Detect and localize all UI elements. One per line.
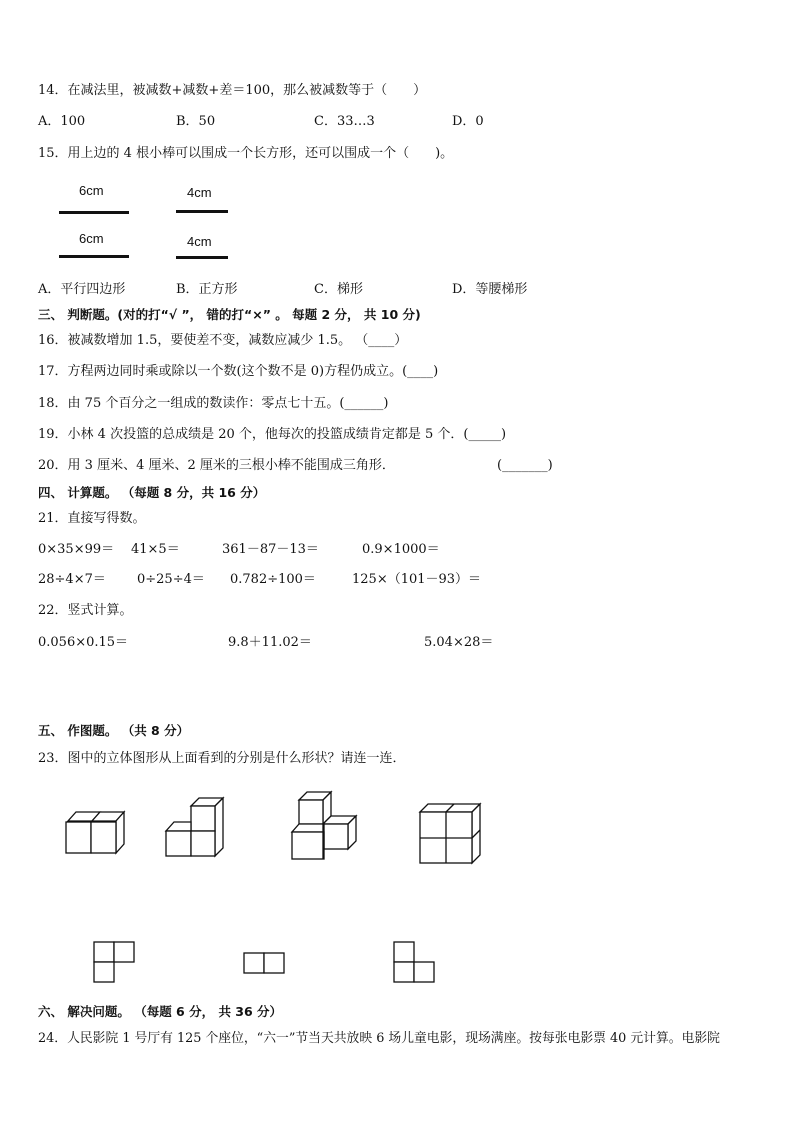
stick-4cm — [176, 256, 228, 259]
calc-item: 361－87－13＝ — [222, 542, 319, 557]
calc-item: 125×（101－93）＝ — [352, 572, 482, 587]
solid-figure-1 — [60, 805, 130, 860]
q15-option-c: C．梯形 — [314, 282, 363, 297]
calc-item: 28÷4×7＝ — [38, 572, 106, 587]
stick-4cm — [176, 210, 228, 213]
question-17: 17．方程两边同时乘或除以一个数(这个数不是 0)方程仍成立。(____) — [38, 364, 439, 379]
stick-label: 6cm — [79, 183, 104, 198]
stick-label: 4cm — [187, 185, 212, 200]
stick-6cm — [59, 211, 129, 214]
vertical-calc-item: 9.8＋11.02＝ — [228, 635, 312, 650]
stick-6cm — [59, 255, 129, 258]
question-23: 23．图中的立体图形从上面看到的分别是什么形状？请连一连． — [38, 751, 406, 766]
calc-item: 0.782÷100＝ — [230, 572, 316, 587]
section-5-title: 五、 作图题。 （共 8 分） — [38, 723, 190, 738]
calc-item: 0.9×1000＝ — [362, 542, 440, 557]
section-4-title: 四、 计算题。 （每题 8 分，共 16 分） — [38, 485, 266, 500]
top-view-1 — [93, 941, 137, 985]
stick-label: 6cm — [79, 231, 104, 246]
stick-label: 4cm — [187, 234, 212, 249]
question-20: 20．用 3 厘米、4 厘米、2 厘米的三根小棒不能围成三角形． — [38, 458, 395, 473]
vertical-calc-item: 0.056×0.15＝ — [38, 635, 129, 650]
q14-option-c: C．33…3 — [314, 114, 375, 129]
q15-option-d: D．等腰梯形 — [452, 282, 528, 297]
question-22: 22．竖式计算。 — [38, 603, 133, 618]
q15-option-b: B．正方形 — [176, 282, 238, 297]
vertical-calc-item: 5.04×28＝ — [424, 635, 494, 650]
question-14: 14．在减法里，被减数+减数+差＝100，那么被减数等于（ ） — [38, 83, 427, 98]
section-3-title: 三、 判断题。(对的打“√ ”， 错的打“×” 。 每题 2 分， 共 10 分) — [38, 307, 421, 322]
calc-item: 41×5＝ — [131, 542, 180, 557]
question-21: 21．直接写得数。 — [38, 511, 146, 526]
solid-figure-4 — [418, 802, 484, 866]
solid-figure-3 — [290, 790, 362, 862]
q14-option-b: B．50 — [176, 114, 216, 129]
calc-item: 0×35×99＝ — [38, 542, 115, 557]
calc-item: 0÷25÷4＝ — [137, 572, 205, 587]
section-6-title: 六、 解决问题。 （每题 6 分， 共 36 分） — [38, 1004, 283, 1019]
top-view-2 — [243, 952, 287, 976]
solid-figure-2 — [164, 796, 229, 858]
q14-option-d: D．0 — [452, 114, 484, 129]
question-24: 24．人民影院 1 号厅有 125 个座位，“六一”节当天共放映 6 场儿童电影，现场满座。按每张电影票 40 元计算。电影院 — [38, 1031, 720, 1046]
question-16: 16．被减数增加 1.5，要使差不变，减数应减少 1.5。 （____） — [38, 333, 408, 348]
question-18: 18．由 75 个百分之一组成的数读作：零点七十五。(______) — [38, 396, 389, 411]
q14-option-a: A．100 — [38, 114, 86, 129]
q15-option-a: A．平行四边形 — [38, 282, 126, 297]
question-15: 15．用上边的 4 根小棒可以围成一个长方形，还可以围成一个（ )。 — [38, 146, 454, 161]
question-19: 19．小林 4 次投篮的总成绩是 20 个，他每次的投篮成绩肯定都是 5 个．(_____) — [38, 427, 507, 442]
top-view-3 — [393, 941, 437, 985]
q20-blank: (_______) — [497, 458, 553, 473]
